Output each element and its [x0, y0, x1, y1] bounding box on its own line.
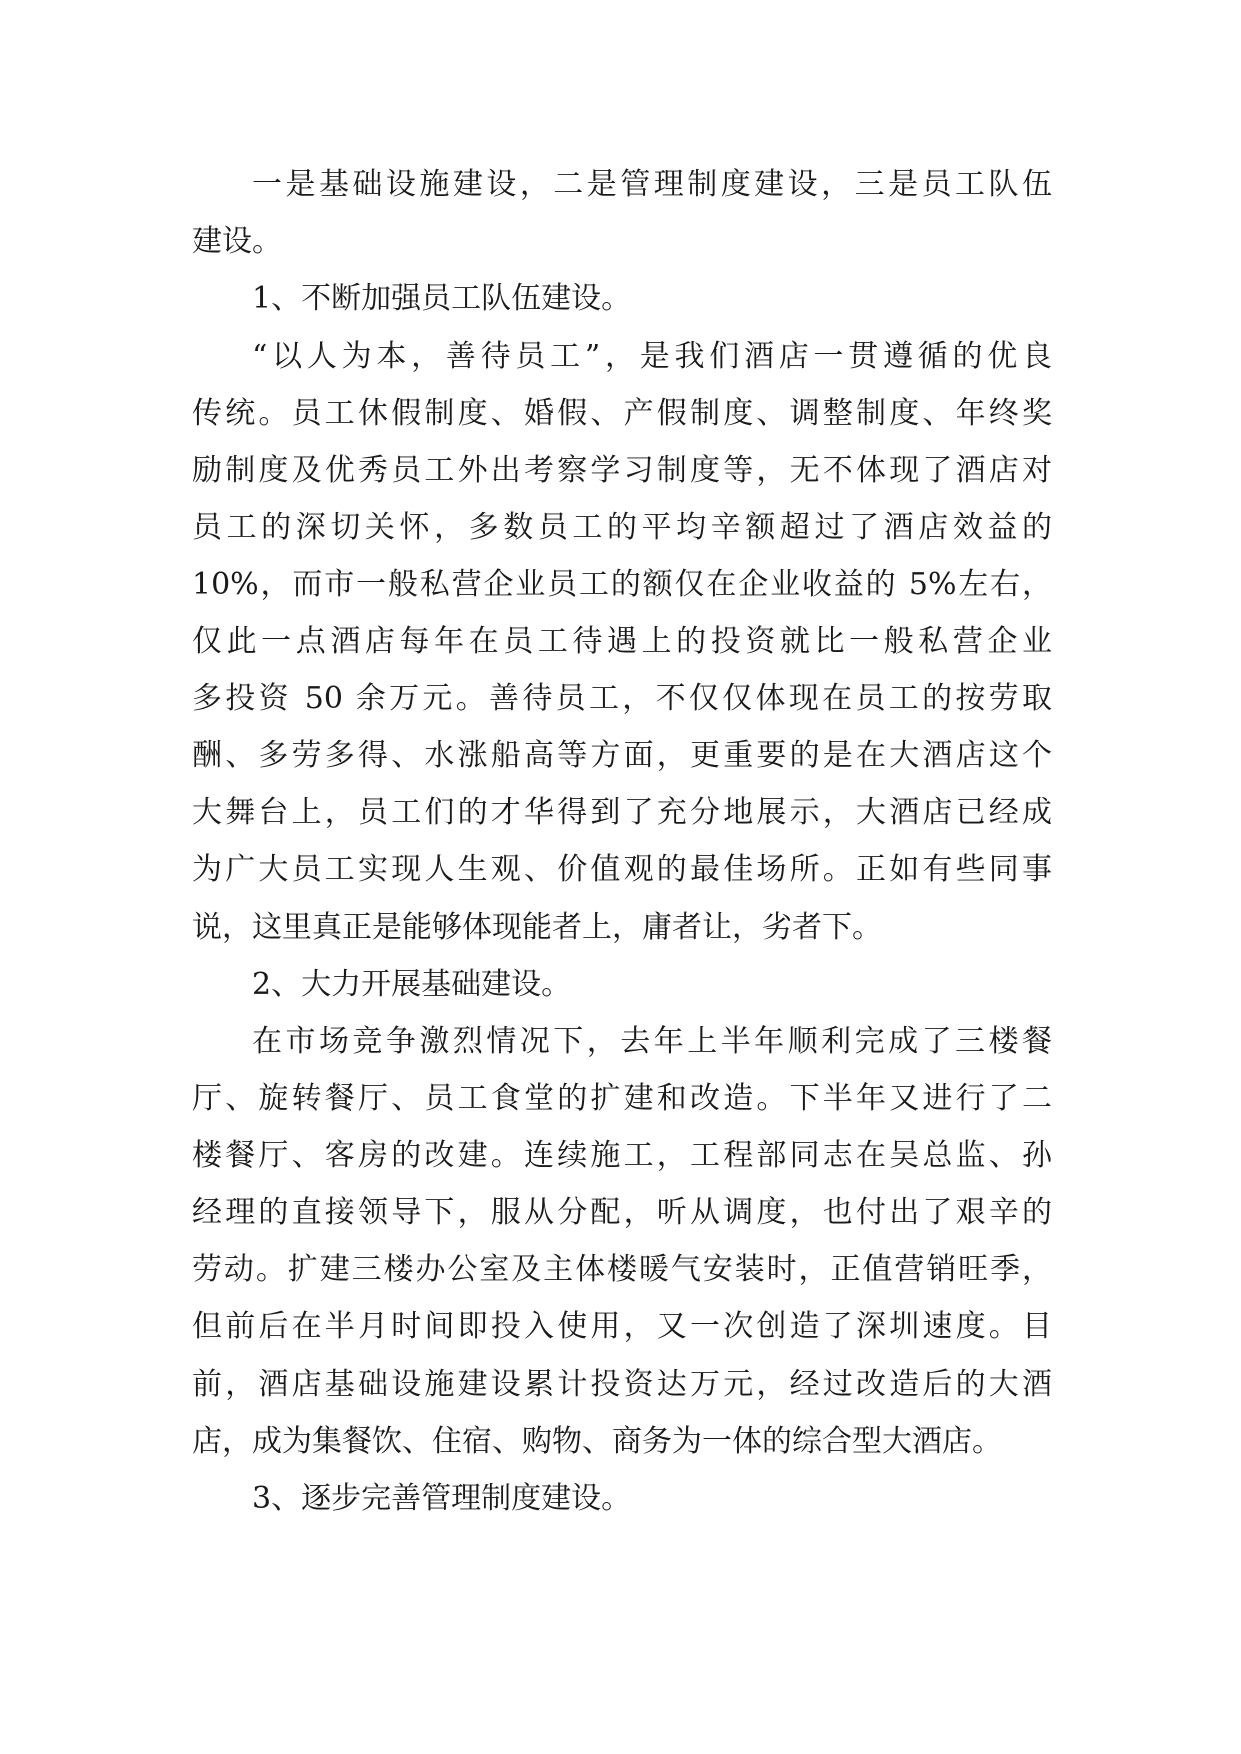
text-line: 说，这里真正是能够体现能者上，庸者让，劣者下。	[192, 910, 882, 945]
text-line: 仅此一点酒店每年在员工待遇上的投资就比一般私营企业	[192, 624, 1052, 659]
text-line: 经理的直接领导下，服从分配，听从调度，也付出了艰辛的	[192, 1195, 1052, 1230]
section-heading: 2、大力开展基础建设。	[252, 967, 572, 1002]
section-heading: 1、不断加强员工队伍建设。	[252, 281, 632, 316]
text-line: 店，成为集餐饮、住宿、购物、商务为一体的综合型大酒店。	[192, 1424, 1002, 1459]
section-heading: 3、逐步完善管理制度建设。	[252, 1481, 632, 1516]
text-line: 多投资 50 余万元。善待员工，不仅仅体现在员工的按劳取	[192, 681, 1052, 716]
text-line: 大舞台上，员工们的才华得到了充分地展示，大酒店已经成	[192, 795, 1052, 830]
text-line: 楼餐厅、客房的改建。连续施工，工程部同志在吴总监、孙	[192, 1138, 1052, 1173]
text-line: 员工的深切关怀，多数员工的平均辛额超过了酒店效益的	[192, 510, 1052, 545]
text-line: 前，酒店基础设施建设累计投资达万元，经过改造后的大酒	[192, 1367, 1052, 1402]
text-line: 建设。	[192, 224, 282, 259]
text-line: 一是基础设施建设，二是管理制度建设，三是员工队伍	[252, 167, 1052, 202]
text-line: 厅、旋转餐厅、员工食堂的扩建和改造。下半年又进行了二	[192, 1081, 1052, 1116]
text-line: 10%，而市一般私营企业员工的额仅在企业收益的 5%左右，	[192, 567, 1052, 602]
text-line: 传统。员工休假制度、婚假、产假制度、调整制度、年终奖	[192, 396, 1052, 431]
text-line: 在市场竞争激烈情况下，去年上半年顺利完成了三楼餐	[252, 1024, 1052, 1059]
text-line: 但前后在半月时间即投入使用，又一次创造了深圳速度。目	[192, 1309, 1052, 1344]
text-line: 为广大员工实现人生观、价值观的最佳场所。正如有些同事	[192, 852, 1052, 887]
text-line: 劳动。扩建三楼办公室及主体楼暖气安装时，正值营销旺季，	[192, 1252, 1052, 1287]
text-line: 酬、多劳多得、水涨船高等方面，更重要的是在大酒店这个	[192, 738, 1052, 773]
text-line: 励制度及优秀员工外出考察学习制度等，无不体现了酒店对	[192, 453, 1052, 488]
text-line: “以人为本，善待员工”，是我们酒店一贯遵循的优良	[252, 339, 1052, 374]
